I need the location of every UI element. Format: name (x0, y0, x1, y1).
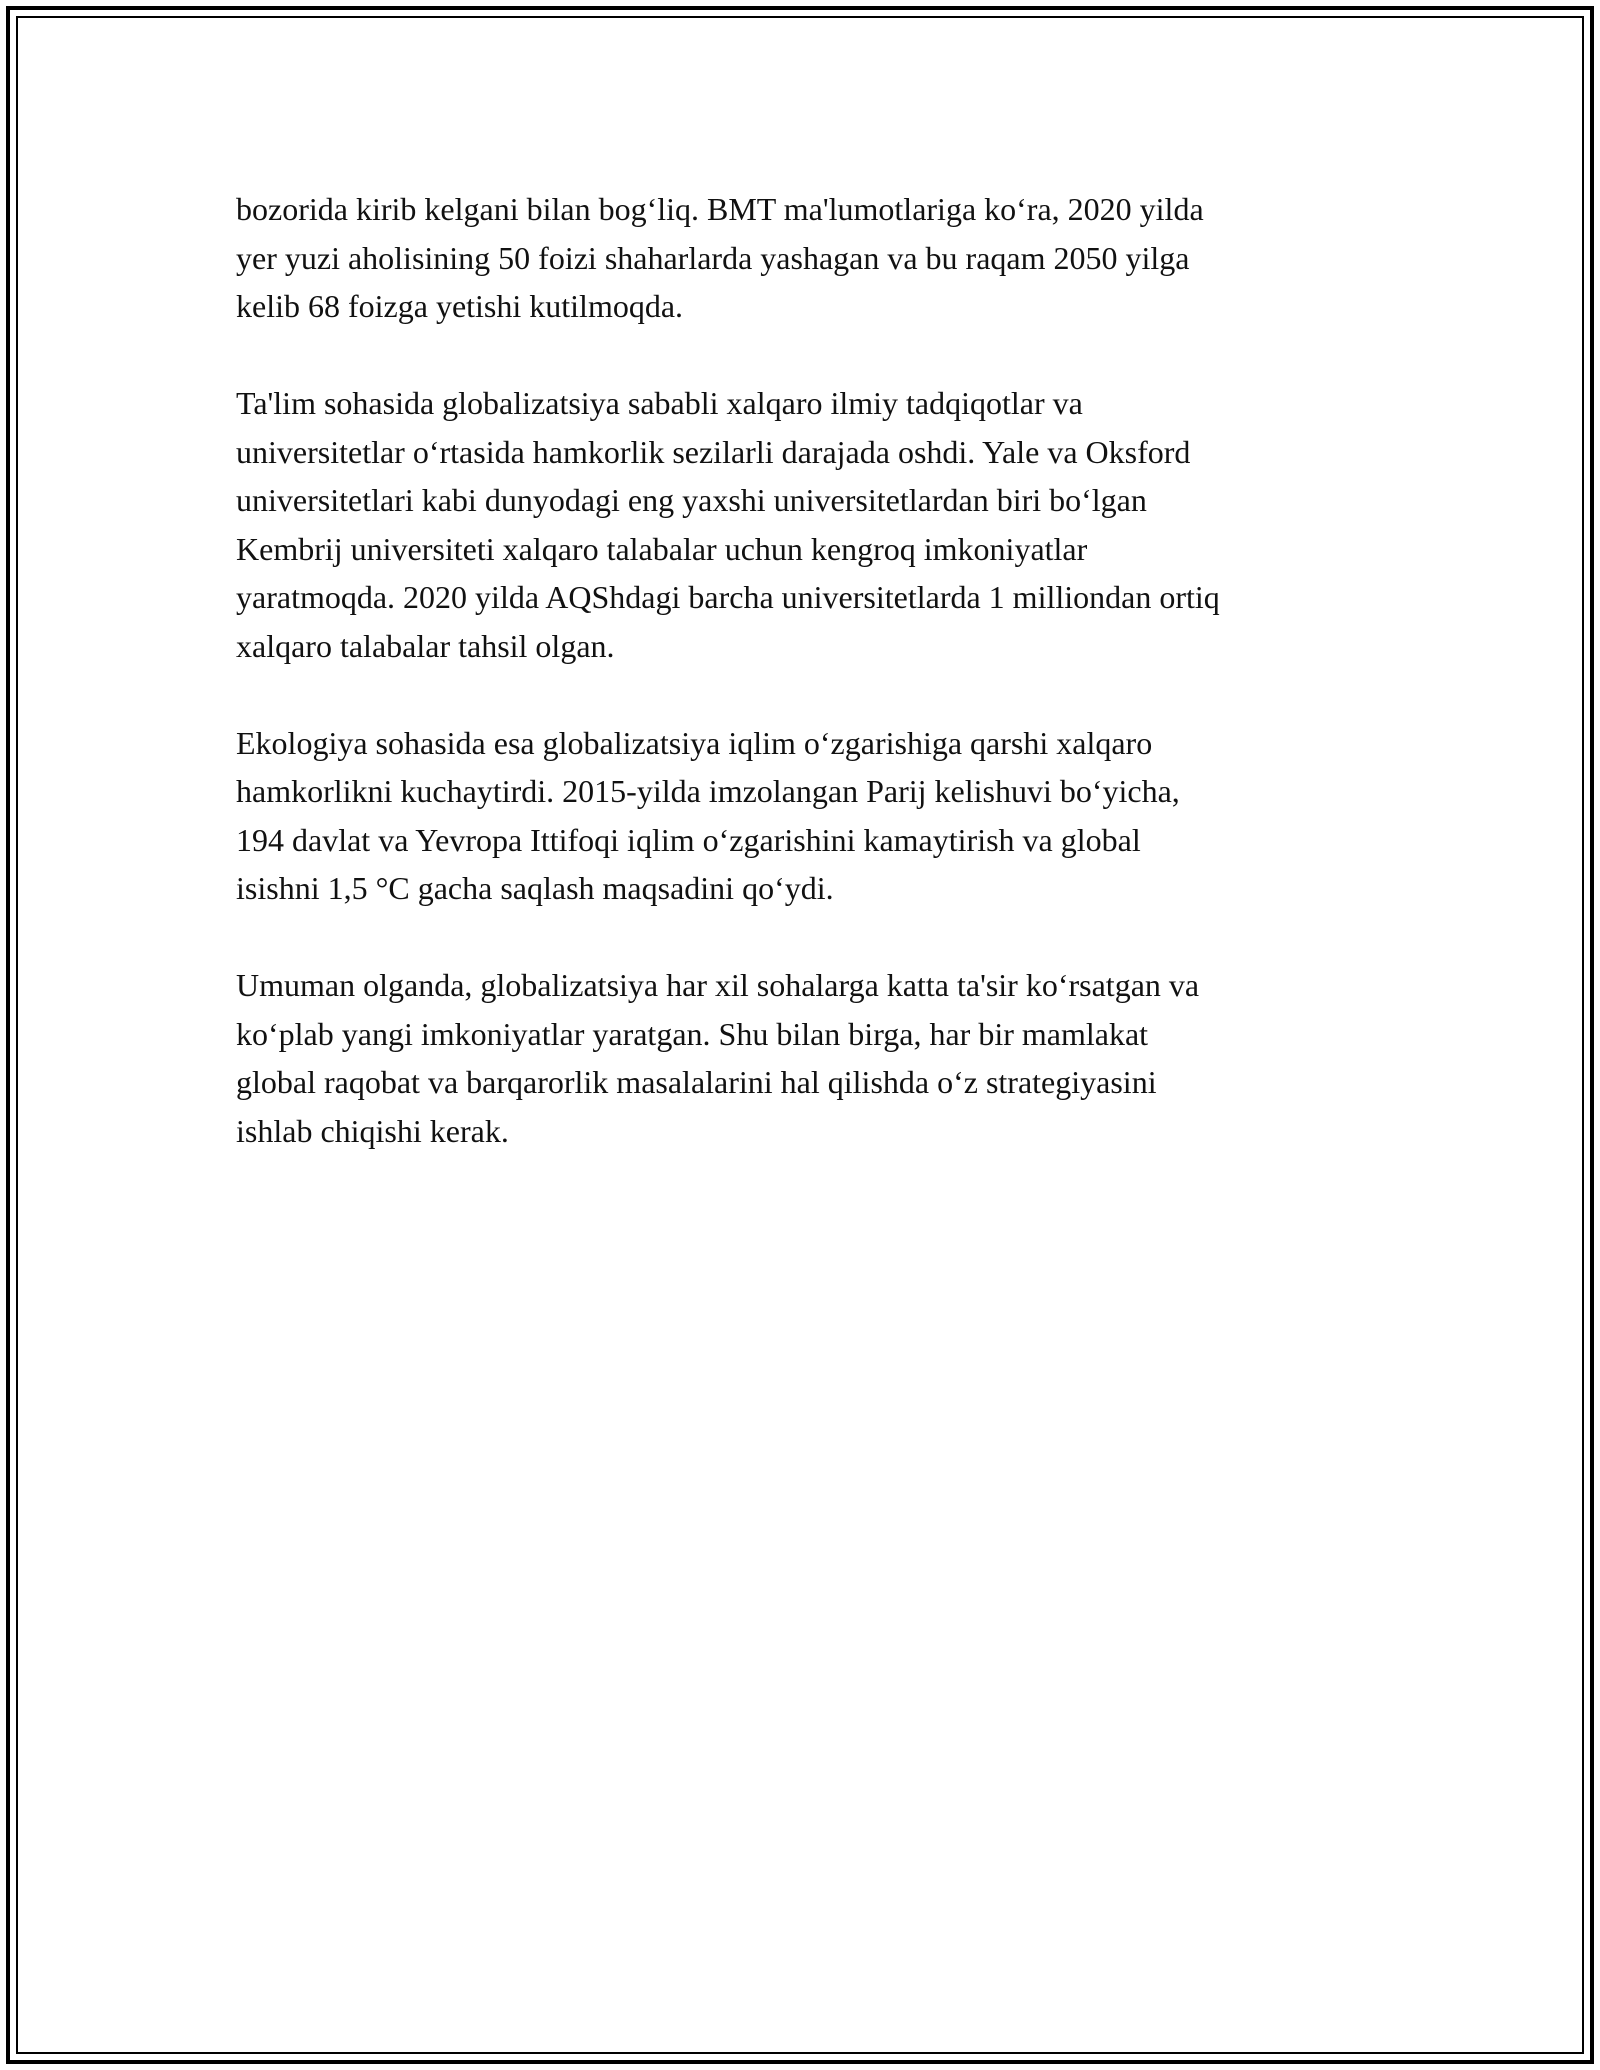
text-line: 194 davlat va Yevropa Ittifoqi iqlim o‘zgarishini kamaytirish va global (236, 821, 1141, 858)
text-line: Ekologiya sohasida esa globalizatsiya iqlim o‘zgarishiga qarshi xalqaro (236, 724, 1153, 761)
text-line: Kembrij universiteti xalqaro talabalar uchun kengroq imkoniyatlar (236, 530, 1088, 567)
paragraph-ecology (236, 719, 1376, 913)
text-line: ishlab chiqishi kerak. (236, 1112, 509, 1149)
text-line: kelib 68 foizga yetishi kutilmoqda. (236, 288, 684, 324)
text-line: universitetlar o‘rtasida hamkorlik sezilarli darajada oshdi. Yale va Oksford (236, 433, 1191, 470)
text-line: universitetlari kabi dunyodagi eng yaxshi universitetlardan biri bo‘lgan (236, 482, 1147, 518)
paragraph-education (236, 379, 1376, 670)
paragraph-conclusion (236, 961, 1376, 1155)
text-line: Umuman olganda, globalizatsiya har xil sohalarga katta ta'sir ko‘rsatgan va (236, 967, 1200, 1003)
text-line: xalqaro talabalar tahsil olgan. (236, 627, 615, 664)
paragraph-urbanization (236, 185, 1376, 331)
text-line: hamkorlikni kuchaytirdi. 2015-yilda imzolangan Parij kelishuvi bo‘yicha, (236, 773, 1180, 809)
text-line: yer yuzi aholisining 50 foizi shaharlarda yashagan va bu raqam 2050 yilga (236, 239, 1190, 276)
text-line: isishni 1,5 °C gacha saqlash maqsadini qo‘ydi. (236, 870, 834, 906)
text-line: Ta'lim sohasida globalizatsiya sababli xalqaro ilmiy tadqiqotlar va (236, 385, 1083, 421)
text-line: global raqobat va barqarorlik masalalarini hal qilishda o‘z strategiyasini (236, 1064, 1157, 1100)
text-line: bozorida kirib kelgani bilan bog‘liq. BMT ma'lumotlariga ko‘ra, 2020 yilda (236, 191, 1204, 227)
document-body (236, 185, 1376, 1204)
text-line: ko‘plab yangi imkoniyatlar yaratgan. Shu bilan birga, har bir mamlakat (236, 1015, 1149, 1052)
text-line: yaratmoqda. 2020 yilda AQShdagi barcha universitetlarda 1 milliondan ortiq (236, 579, 1220, 615)
